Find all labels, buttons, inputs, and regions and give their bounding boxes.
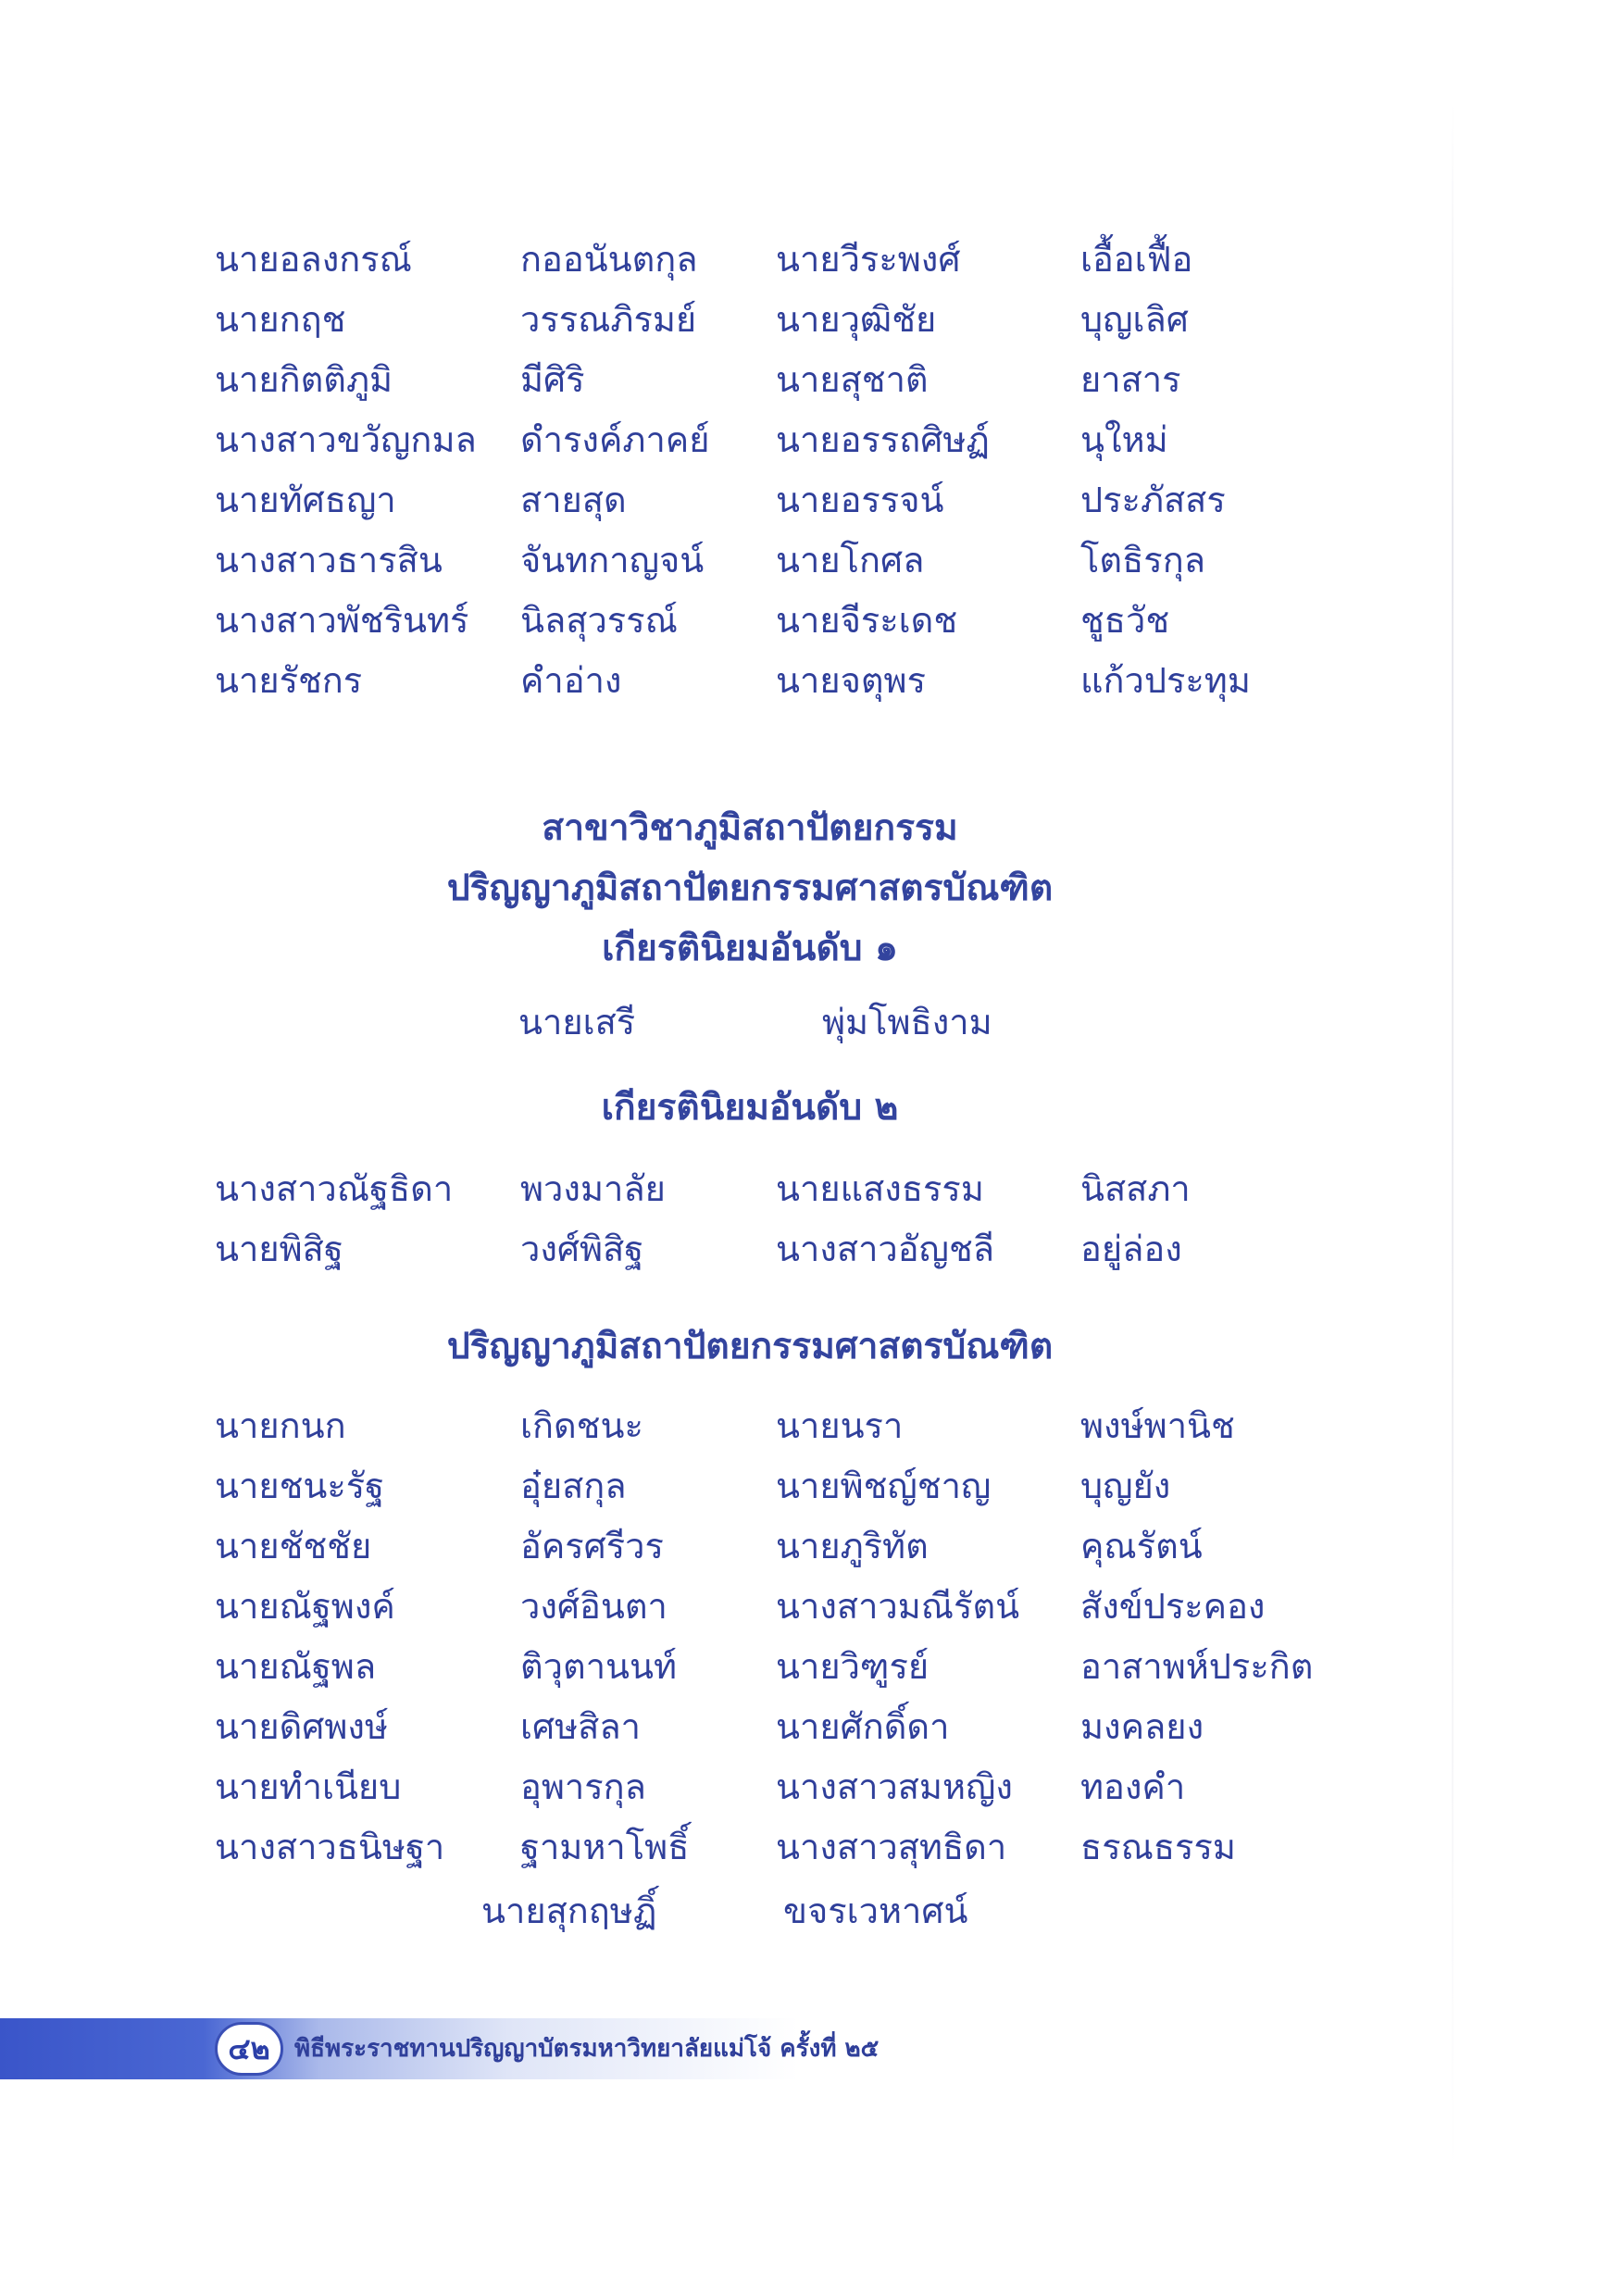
last-name: อยู่ล่อง [1080, 1229, 1182, 1269]
first-name: นายพิสิฐ [215, 1229, 343, 1269]
list-row [215, 1159, 1307, 1219]
first-name: นายโกศล [776, 540, 925, 580]
last-name: บุญเลิศ [1080, 299, 1189, 340]
last-name: แก้วประทุม [1080, 660, 1251, 701]
list-row [215, 350, 1307, 410]
last-name: กออนันตกุล [520, 239, 698, 280]
list-row [215, 1697, 1307, 1757]
first-name: นายแสงธรรม [776, 1168, 984, 1209]
first-name: นางสาวณัฐธิดา [215, 1168, 454, 1209]
first-name: นายอรรถศิษฏ์ [776, 419, 990, 460]
last-name: อัครศรีวร [520, 1526, 664, 1566]
last-name: ทองคำ [1080, 1766, 1186, 1807]
first-name: นายวุฒิชัย [776, 299, 937, 340]
graduate-list [215, 1396, 1314, 1878]
first-name: นางสาวสมหญิง [776, 1766, 1013, 1807]
major-heading: สาขาวิชาภูมิสถาปัตยกรรม [542, 806, 958, 849]
honors-1-last-name: พุ่มโพธิงาม [822, 1002, 992, 1042]
list-row [215, 1637, 1314, 1697]
first-name: นายทำเนียบ [215, 1766, 402, 1807]
list-row [215, 1757, 1307, 1817]
list-row [215, 591, 1307, 651]
last-name: โตธิรกุล [1080, 540, 1205, 580]
first-name: นายกิตติภูมิ [215, 359, 393, 400]
last-name: สายสุด [520, 480, 627, 520]
last-name: สังข์ประคอง [1080, 1586, 1266, 1627]
last-name: พงษ์พานิช [1080, 1405, 1235, 1446]
last-name: อุ๋ยสกุล [520, 1466, 627, 1506]
last-name: ชูธวัช [1080, 600, 1170, 641]
graduate-list-continued [215, 230, 1307, 711]
last-name: มีศิริ [520, 359, 585, 400]
first-name: นายวิฑูรย์ [776, 1646, 930, 1687]
degree-heading-regular: ปริญญาภูมิสถาปัตยกรรมศาสตรบัณฑิต [446, 1325, 1054, 1367]
last-name: พวงมาลัย [520, 1168, 666, 1209]
first-name: นายจตุพร [776, 660, 926, 701]
first-name: นายภูริทัต [776, 1526, 929, 1566]
list-row [215, 410, 1307, 470]
first-name: นายอรรจน์ [776, 480, 944, 520]
first-name: นางสาวธารสิน [215, 540, 443, 580]
last-name: วรรณภิรมย์ [520, 299, 697, 340]
scan-edge [1452, 102, 1454, 2176]
last-name: คุณรัตน์ [1080, 1526, 1203, 1566]
last-name: อาสาพห์ประกิต [1080, 1646, 1314, 1687]
list-row [215, 1456, 1307, 1516]
last-name: วงศ์อินตา [520, 1586, 668, 1627]
last-name: นิสสภา [1080, 1168, 1191, 1209]
list-row [215, 651, 1307, 711]
last-name: เอื้อเฟื้อ [1080, 239, 1193, 280]
first-name: นายวีระพงศ์ [776, 239, 961, 280]
first-name: นายณัฐพงค์ [215, 1586, 395, 1627]
first-name: นางสาวอัญชลี [776, 1229, 995, 1269]
last-name: ประภัสสร [1080, 480, 1226, 520]
first-name: นางสาวมณีรัตน์ [776, 1586, 1020, 1627]
last-name: เกิดชนะ [520, 1405, 643, 1446]
first-name: นางสาวสุทธิดา [776, 1827, 1007, 1867]
honors-2-list [215, 1159, 1307, 1279]
honors-2-heading: เกียรตินิยมอันดับ ๒ [601, 1086, 899, 1129]
first-name: นายรัชกร [215, 660, 363, 701]
last-name: เศษสิลา [520, 1706, 641, 1747]
first-name: นางสาวธนิษฐา [215, 1827, 445, 1867]
first-name: นายณัฐพล [215, 1646, 377, 1687]
list-row [215, 530, 1307, 591]
last-name: ดำรงค์ภาคย์ [520, 419, 710, 460]
list-row [215, 1516, 1307, 1577]
first-name: นายพิชญ์ชาญ [776, 1466, 992, 1506]
list-row [215, 1396, 1307, 1456]
footer-title: พิธีพระราชทานปริญญาบัตรมหาวิทยาลัยแม่โจ้ ครั้งที่ ๒๕ [294, 2035, 880, 2063]
last-name: ธรณธรรม [1080, 1827, 1236, 1867]
first-name: นางสาวขวัญกมล [215, 419, 477, 460]
last-name: ยาสาร [1080, 359, 1181, 400]
last-name: อุพารกุล [520, 1766, 646, 1807]
first-name: นายชนะรัฐ [215, 1466, 385, 1506]
last-entry-first-name: นายสุกฤษฏิ์ [481, 1890, 657, 1931]
last-name: ติวุตานนท์ [520, 1646, 678, 1687]
honors-1-first-name: นายเสรี [518, 1002, 636, 1042]
honors-1-heading: เกียรตินิยมอันดับ ๑ [602, 927, 898, 969]
list-row [215, 290, 1307, 350]
first-name: นายชัชชัย [215, 1526, 372, 1566]
degree-heading: ปริญญาภูมิสถาปัตยกรรมศาสตรบัณฑิต [446, 867, 1054, 909]
first-name: นายศักดิ์ดา [776, 1706, 950, 1747]
page-number-badge: ๔๒ [215, 2022, 283, 2076]
list-row [215, 1817, 1307, 1878]
first-name: นายจีระเดช [776, 600, 958, 641]
list-row [215, 1219, 1307, 1279]
last-name: นิลสุวรรณ์ [520, 600, 678, 641]
first-name: นางสาวพัชรินทร์ [215, 600, 469, 641]
list-row [215, 1577, 1307, 1637]
list-row [215, 230, 1307, 290]
last-name: คำอ่าง [520, 660, 622, 701]
first-name: นายทัศธญา [215, 480, 396, 520]
last-entry-last-name: ขจรเวหาศน์ [783, 1890, 968, 1931]
last-name: ฐามหาโพธิ์ [520, 1827, 690, 1867]
list-row [215, 470, 1307, 530]
last-name: จันทกาญจน์ [520, 540, 705, 580]
first-name: นายนรา [776, 1405, 904, 1446]
first-name: นายกฤช [215, 299, 346, 340]
last-name: บุญยัง [1080, 1466, 1171, 1506]
last-name: นุใหม่ [1080, 419, 1168, 460]
last-name: มงคลยง [1080, 1706, 1204, 1747]
first-name: นายสุชาติ [776, 359, 929, 400]
first-name: นายกนก [215, 1405, 346, 1446]
first-name: นายอลงกรณ์ [215, 239, 412, 280]
last-name: วงศ์พิสิฐ [520, 1229, 644, 1269]
first-name: นายดิศพงษ์ [215, 1706, 389, 1747]
